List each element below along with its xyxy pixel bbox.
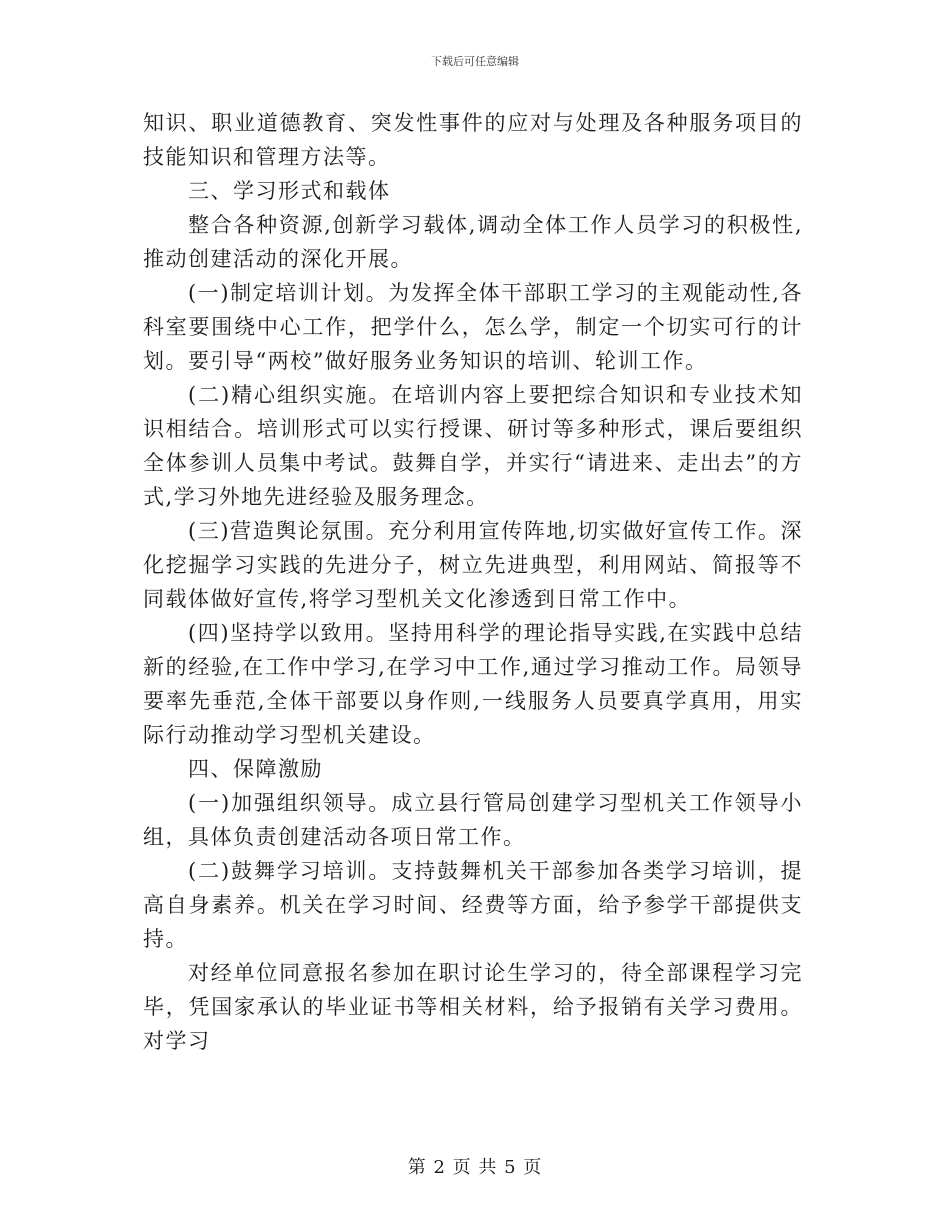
section-heading-4: 四、保障激励 — [188, 757, 323, 781]
paragraph-9: 对经单位同意报名参加在职讨论生学习的，待全部课程学习完毕，凭国家承认的毕业证书等相关材料，给予报销有关学习费用。对学习 — [143, 961, 803, 1053]
paragraph-2: 整合各种资源,创新学习载体,调动全体工作人员学习的积极性,推动创建活动的深化开展。 — [143, 213, 803, 271]
header-note: 下载后可任意编辑 — [431, 55, 519, 68]
document-body — [143, 106, 803, 1058]
paragraph-1: 知识、职业道德教育、突发性事件的应对与处理及各种服务项目的技能知识和管理方法等。 — [143, 111, 803, 169]
paragraph-6: (四)坚持学以致用。坚持用科学的理论指导实践,在实践中总结新的经验,在工作中学习,在学习中工作,通过学习推动工作。局领导要率先垂范,全体干部要以身作则,一线服务人员要真学真用，用实际行动推动学习型机关建设。 — [143, 621, 803, 747]
paragraph-8: (二)鼓舞学习培训。支持鼓舞机关干部参加各类学习培训，提高自身素养。机关在学习时间、经费等方面，给予参学干部提供支持。 — [143, 859, 803, 951]
paragraph-3: (一)制定培训计划。为发挥全体干部职工学习的主观能动性,各科室要围绕中心工作，把学什么，怎么学，制定一个切实可行的计划。要引导“两校”做好服务业务知识的培训、轮训工作。 — [143, 281, 803, 373]
section-heading-3: 三、学习形式和载体 — [188, 179, 391, 203]
page-number: 第 2 页 共 5 页 — [407, 1157, 543, 1178]
paragraph-5: (三)营造舆论氛围。充分利用宣传阵地,切实做好宣传工作。深化挖掘学习实践的先进分子，树立先进典型，利用网站、简报等不同载体做好宣传,将学习型机关文化渗透到日常工作中。 — [143, 519, 803, 611]
paragraph-7: (一)加强组织领导。成立县行管局创建学习型机关工作领导小组，具体负责创建活动各项日常工作。 — [143, 791, 803, 849]
paragraph-4: (二)精心组织实施。在培训内容上要把综合知识和专业技术知识相结合。培训形式可以实行授课、研讨等多种形式，课后要组织全体参训人员集中考试。鼓舞自学，并实行“请进来、走出去”的方式,学习外地先进经验及服务理念。 — [143, 383, 803, 509]
